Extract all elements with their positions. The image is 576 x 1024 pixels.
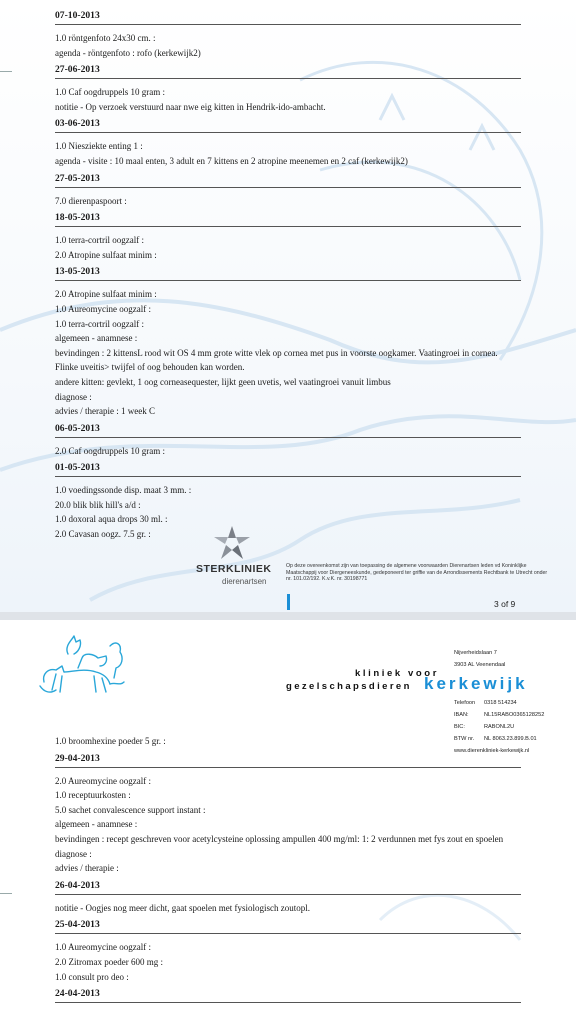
margin-mark bbox=[0, 71, 12, 72]
margin-mark bbox=[0, 893, 12, 894]
record-line: 2.0 Zitromax poeder 600 mg : bbox=[55, 956, 163, 967]
record-line: 2.0 Caf oogdruppels 10 gram : bbox=[55, 445, 165, 456]
contact-iban: IBAN: NL15RABO0365128252 bbox=[454, 712, 545, 718]
record-line: agenda - röntgenfoto : rofo (kerkewijk2) bbox=[55, 47, 201, 58]
record-date: 27-05-2013 bbox=[55, 173, 521, 188]
record-line: diagnose : bbox=[55, 391, 92, 402]
record-entry bbox=[55, 10, 521, 60]
record-entry bbox=[55, 118, 521, 168]
record-date: 18-05-2013 bbox=[55, 212, 521, 227]
sterkliniek-subtitle: dierenartsen bbox=[222, 577, 267, 586]
record-date: 25-04-2013 bbox=[55, 919, 521, 934]
record-line: 7.0 dierenpaspoort : bbox=[55, 195, 127, 206]
record-date: 01-05-2013 bbox=[55, 462, 521, 477]
record-line: 2.0 Atropine sulfaat minim : bbox=[55, 289, 157, 300]
record-line: diagnose : bbox=[55, 848, 92, 859]
record-line: notitie - Oogjes nog meer dicht, gaat spoelen met fysiologisch zoutopl. bbox=[55, 902, 310, 913]
record-date: 06-05-2013 bbox=[55, 423, 521, 438]
accent-bar bbox=[287, 594, 290, 610]
address-city: 3903 AL Veenendaal bbox=[454, 662, 506, 668]
record-line: 1.0 terra-cortril oogzalf : bbox=[55, 318, 144, 329]
contact-website: www.dierenkliniek-kerkewijk.nl bbox=[454, 748, 530, 754]
record-line: algemeen - anamnese : bbox=[55, 333, 138, 344]
record-line: 1.0 Caf oogdruppels 10 gram : bbox=[55, 87, 165, 98]
record-date: 27-06-2013 bbox=[55, 64, 521, 79]
legal-disclaimer: Op deze overeenkomst zijn van toepassing de algemene voorwaarden Dierenartsen leden vd Koninklijke Maatschappij voor Diergeneeskunde, gedeponeerd ter griffie van de Arrondissements Rechtbank te Utrecht onder nr. 101.02/192. K.v.K. nr. 30198771 bbox=[286, 563, 548, 582]
record-date: 24-04-2013 bbox=[55, 988, 521, 1003]
page-number: 3 of 9 bbox=[494, 599, 516, 609]
record-list bbox=[55, 10, 521, 546]
record-line: algemeen - anamnese : bbox=[55, 819, 138, 830]
record-line: 1.0 Aureomycine oogzalf : bbox=[55, 942, 151, 953]
record-line: 2.0 Atropine sulfaat minim : bbox=[55, 249, 157, 260]
record-line: 1.0 doxoral aqua drops 30 ml. : bbox=[55, 514, 168, 525]
pets-logo-icon bbox=[38, 632, 128, 698]
record-line: agenda - visite : 10 maal enten, 3 adult en 7 kittens en 2 atropine meenemen en 2 caf (kerkewijk2) bbox=[55, 155, 408, 166]
record-line: bevindingen : recept geschreven voor acetylcysteine oplossing ampullen 400 mg/ml: 1: 2 verdunnen met fys zout en spoelen bbox=[55, 833, 504, 844]
record-entry bbox=[55, 919, 521, 984]
record-entry bbox=[55, 753, 521, 876]
record-date: 03-06-2013 bbox=[55, 118, 521, 133]
sterkliniek-star-icon bbox=[212, 525, 252, 561]
record-line: notitie - Op verzoek verstuurd naar nwe eig kitten in Hendrik-ido-ambacht. bbox=[55, 101, 326, 112]
record-line: 1.0 consult pro deo : bbox=[55, 971, 129, 982]
record-line: 20.0 blik blik hill's a/d : bbox=[55, 499, 141, 510]
record-line: 1.0 Aureomycine oogzalf : bbox=[55, 303, 151, 314]
clinic-name-line2: gezelschapsdieren bbox=[286, 681, 412, 692]
carry-over-line: 1.0 broomhexine poeder 5 gr. : bbox=[55, 736, 166, 746]
record-line: 1.0 Niesziekte enting 1 : bbox=[55, 141, 143, 152]
record-line: 2.0 Cavasan oogz. 7.5 gr. : bbox=[55, 529, 151, 540]
record-line: 2.0 Aureomycine oogzalf : bbox=[55, 775, 151, 786]
record-date: 07-10-2013 bbox=[55, 10, 521, 25]
contact-bic: BIC: RABONL2U bbox=[454, 724, 515, 730]
record-date: 13-05-2013 bbox=[55, 266, 521, 281]
record-line: 5.0 sachet convalescence support instant : bbox=[55, 804, 206, 815]
record-entry bbox=[55, 173, 521, 209]
record-date: 26-04-2013 bbox=[55, 880, 521, 895]
contact-btw: BTW nr. NL 8063.23.899.B.01 bbox=[454, 736, 537, 742]
contact-phone: Telefoon 0318 514234 bbox=[454, 700, 517, 706]
record-line: 1.0 röntgenfoto 24x30 cm. : bbox=[55, 33, 156, 43]
record-date: 29-04-2013 bbox=[55, 753, 521, 768]
record-entry bbox=[55, 462, 521, 541]
record-line: advies / therapie : 1 week C bbox=[55, 406, 155, 417]
record-line: bevindingen : 2 kittensL rood wit OS 4 mm grote witte vlek op cornea met pus in voorste oogkamer. Vaatingroei in cornea. Flinke uveitis> twijfel of oog behouden kan worden. bbox=[55, 347, 498, 373]
record-list-page4 bbox=[55, 734, 521, 1009]
sterkliniek-brand: STERKLINIEK bbox=[196, 563, 272, 575]
record-entry bbox=[55, 988, 521, 1003]
record-entry bbox=[55, 880, 521, 916]
record-entry bbox=[55, 266, 521, 418]
record-line: 1.0 voedingssonde disp. maat 3 mm. : bbox=[55, 485, 192, 496]
record-line: 1.0 terra-cortril oogzalf : bbox=[55, 235, 144, 246]
record-line: advies / therapie : bbox=[55, 863, 119, 874]
record-entry bbox=[55, 64, 521, 114]
record-line: andere kitten: gevlekt, 1 oog corneasequester, lijkt geen uvetis, wel vaatingroei vanuit limbus bbox=[55, 376, 391, 387]
record-entry bbox=[55, 423, 521, 459]
record-entry bbox=[55, 212, 521, 262]
address-street: Nijverheidslaan 7 bbox=[454, 650, 497, 656]
clinic-name-line1: kliniek voor bbox=[355, 668, 439, 679]
clinic-name-logo: kerkewijk bbox=[424, 674, 528, 693]
record-line: 1.0 receptuurkosten : bbox=[55, 790, 131, 801]
